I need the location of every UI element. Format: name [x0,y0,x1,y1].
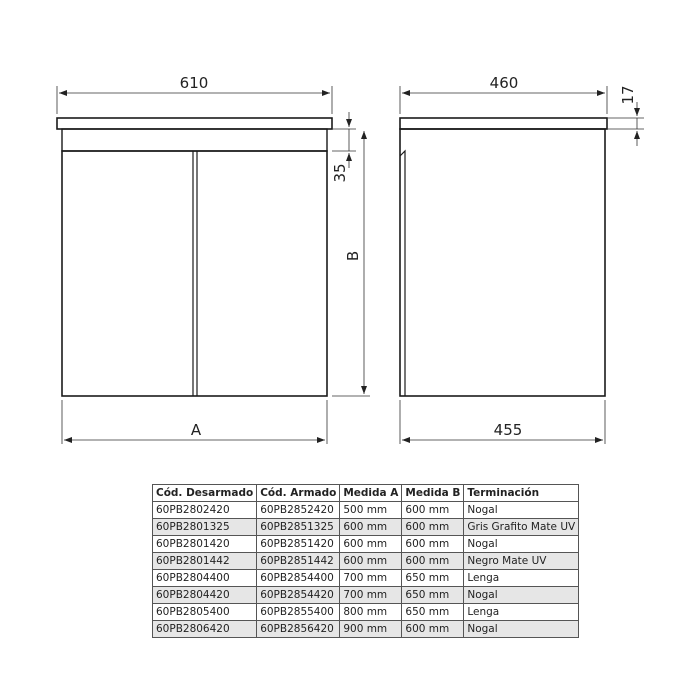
side-countertop [400,118,607,129]
cell-medida-a: 900 mm [340,621,402,638]
dim-drawer-height [331,112,356,183]
dim-drawer-height-label: 35 [331,163,349,183]
cell-medida-a: 600 mm [340,553,402,570]
dim-countertop-thickness [607,85,644,146]
dim-a [62,400,327,444]
dim-front-width-label: 610 [179,74,209,92]
cell-medida-a: 600 mm [340,536,402,553]
table-header-row [153,485,579,502]
spec-table [152,484,579,638]
cell-medida-a: 800 mm [340,604,402,621]
dim-side-depth-bottom [400,400,605,444]
table-row [153,502,579,519]
table-row [153,570,579,587]
cell-terminacion: Nogal [464,621,579,638]
cell-cod-desarmado: 60PB2801442 [153,553,257,570]
cell-medida-b: 600 mm [402,621,464,638]
cell-medida-a: 700 mm [340,587,402,604]
dim-a-label: A [190,421,202,439]
cell-cod-armado: 60PB2854420 [257,587,340,604]
cell-medida-b: 600 mm [402,536,464,553]
table-row [153,553,579,570]
cell-medida-b: 650 mm [402,570,464,587]
dim-side-depth-top [400,74,607,114]
front-view [57,118,332,396]
cell-medida-b: 650 mm [402,587,464,604]
dim-side-depth-top-label: 460 [489,74,519,92]
cell-cod-armado: 60PB2852420 [257,502,340,519]
cell-cod-armado: 60PB2851325 [257,519,340,536]
cell-cod-desarmado: 60PB2804420 [153,587,257,604]
cell-cod-desarmado: 60PB2804400 [153,570,257,587]
front-cabinet-body [62,151,327,396]
front-countertop [57,118,332,129]
dim-front-width [57,74,332,114]
cell-medida-b: 600 mm [402,553,464,570]
cell-terminacion: Lenga [464,570,579,587]
table-row [153,536,579,553]
header-medida-b: Medida B [402,485,464,502]
cell-cod-armado: 60PB2855400 [257,604,340,621]
cell-terminacion: Nogal [464,587,579,604]
cell-terminacion: Lenga [464,604,579,621]
cell-terminacion: Nogal [464,502,579,519]
cell-cod-desarmado: 60PB2801325 [153,519,257,536]
header-terminacion: Terminación [464,485,579,502]
cell-medida-a: 700 mm [340,570,402,587]
front-drawer-band [62,129,327,151]
cell-medida-b: 600 mm [402,502,464,519]
cell-cod-desarmado: 60PB2801420 [153,536,257,553]
dim-b-label: B [344,250,362,262]
cell-medida-b: 650 mm [402,604,464,621]
cell-medida-b: 600 mm [402,519,464,536]
cell-medida-a: 500 mm [340,502,402,519]
table-row [153,621,579,638]
cell-terminacion: Negro Mate UV [464,553,579,570]
cell-cod-desarmado: 60PB2806420 [153,621,257,638]
dim-countertop-thickness-label: 17 [619,85,637,105]
cell-cod-armado: 60PB2856420 [257,621,340,638]
cell-terminacion: Nogal [464,536,579,553]
table-row [153,604,579,621]
table-row [153,587,579,604]
cell-cod-desarmado: 60PB2802420 [153,502,257,519]
cell-cod-desarmado: 60PB2805400 [153,604,257,621]
cell-cod-armado: 60PB2851420 [257,536,340,553]
dim-side-depth-bottom-label: 455 [493,421,523,439]
table-row [153,519,579,536]
cell-cod-armado: 60PB2851442 [257,553,340,570]
side-cabinet-body [400,129,605,396]
header-medida-a: Medida A [340,485,402,502]
header-cod-desarmado: Cód. Desarmado [153,485,257,502]
header-cod-armado: Cód. Armado [257,485,340,502]
cell-medida-a: 600 mm [340,519,402,536]
side-view [400,118,607,396]
cell-cod-armado: 60PB2854400 [257,570,340,587]
cell-terminacion: Gris Grafito Mate UV [464,519,579,536]
